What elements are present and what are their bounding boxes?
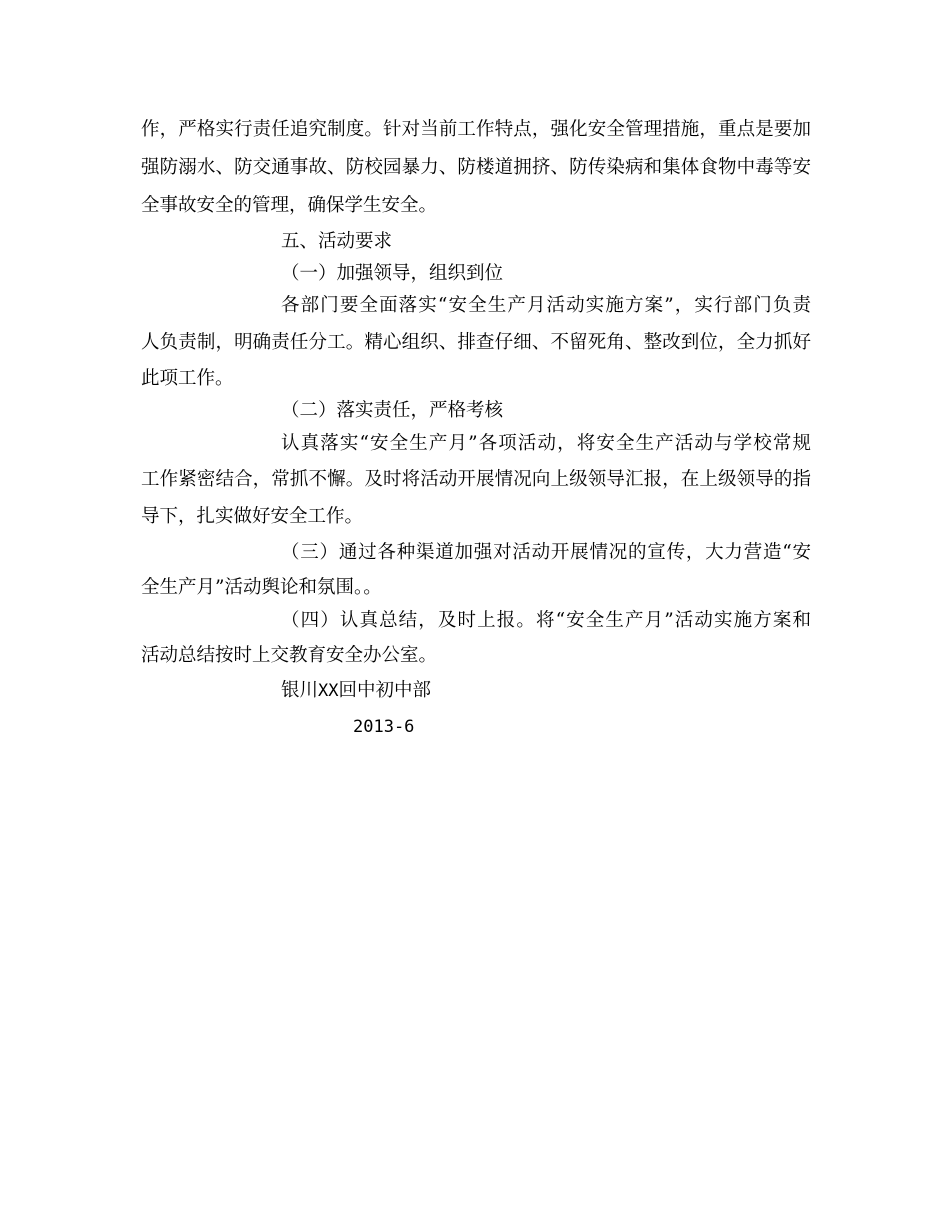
signature-prefix: 银川	[281, 680, 319, 701]
signature-suffix: 回中初中部	[338, 680, 432, 701]
paragraph-line: 人负责制，明确责任分工。精心组织、排查仔细、不留死角、整改到位，全力抓好	[141, 332, 811, 353]
paragraph-line: 作，严格实行责任追究制度。针对当前工作特点，强化安全管理措施，重点是要加	[141, 119, 811, 140]
paragraph-line: （四）认真总结，及时上报。将“安全生产月”活动实施方案和	[281, 610, 811, 631]
paragraph-line: 全事故安全的管理，确保学生安全。	[141, 195, 438, 216]
paragraph-line: 全生产月”活动舆论和氛围。。	[141, 577, 382, 598]
paragraph-line: 各部门要全面落实“安全生产月活动实施方案”，实行部门负责	[281, 295, 811, 316]
paragraph-line: 此项工作。	[141, 368, 234, 389]
paragraph-line: 强防溺水、防交通事故、防校园暴力、防楼道拥挤、防传染病和集体食物中毒等安	[141, 157, 811, 178]
paragraph-line: 认真落实“安全生产月”各项活动，将安全生产活动与学校常规	[281, 433, 811, 454]
signature-organization	[281, 674, 681, 708]
section-heading: 五、活动要求	[281, 231, 393, 252]
paragraph-line: 活动总结按时上交教育安全办公室。	[141, 645, 438, 666]
paragraph-line: 导下，扎实做好安全工作。	[141, 506, 364, 527]
paragraph-line: （三）通过各种渠道加强对活动开展情况的宣传，大力营造“安	[281, 542, 811, 563]
paragraph-line: 工作紧密结合，常抓不懈。及时将活动开展情况向上级领导汇报，在上级领导的指	[141, 469, 811, 490]
signature-code: XX	[318, 681, 339, 701]
subsection-heading: （二）落实责任，严格考核	[281, 400, 504, 421]
signature-date: 2013-6	[353, 717, 415, 737]
subsection-heading: （一）加强领导，组织到位	[281, 263, 504, 284]
